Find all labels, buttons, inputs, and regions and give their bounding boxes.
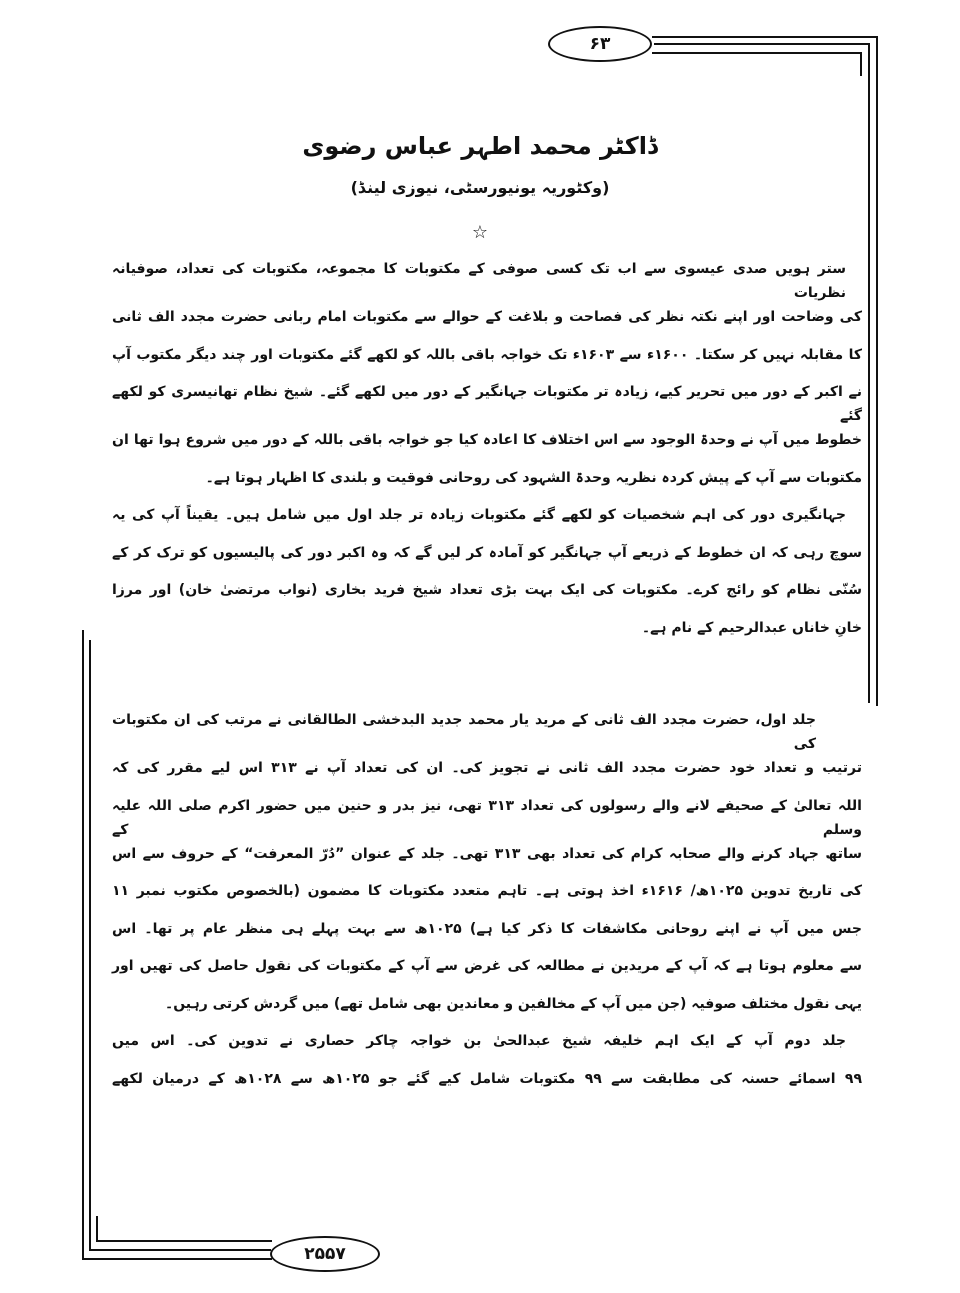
frame-line	[876, 36, 878, 706]
text-line: ساتھ جہاد کرنے والے صحابہ کرام کی تعداد بھی ۳۱۳ تھی۔ جلد کے عنوان ”دُرّ المعرفت“ کے حروف سے اس	[112, 845, 862, 862]
text-line: سوچ رہی کہ ان خطوط کے ذریعے آپ جہانگیر کو آمادہ کر لیں گے کہ وہ اکبر دور کی پالیسیوں کو ترک کر کے	[112, 544, 862, 561]
frame-line	[652, 52, 862, 54]
text-line: سُنّی نظام کو رائج کرے۔ مکتوبات کی ایک بہت بڑی تعداد شیخ فرید بخاری (نواب مرتضیٰ خان) اور مرزا	[112, 582, 862, 598]
frame-line	[654, 43, 870, 45]
frame-line	[82, 1258, 272, 1260]
frame-line	[89, 1249, 271, 1251]
text-line: اللہ تعالیٰ کے صحیفے لانے والے رسولوں کی تعداد ۳۱۳ تھی، نیز بدر و حنین میں حضور اکرم صلی اللہ علیہ وسلم کے	[112, 797, 862, 838]
text-line: جہانگیری دور کی اہم شخصیات کو لکھے گئے مکتوبات زیادہ تر جلد اول میں شامل ہیں۔ یقیناً آپ کی یہ	[112, 507, 846, 523]
frame-line	[96, 1216, 98, 1240]
text-line: مکتوبات سے آپ کے پیش کردہ نظریہ وحدۃ الشہود کی روحانی فوقیت و بلندی کا اظہار ہوتا ہے۔	[205, 469, 862, 486]
frame-line	[96, 1240, 272, 1242]
text-line: جلد اول، حضرت مجدد الف ثانی کے مرید یار محمد جدید البدخشی الطالقانی نے مرتب کی ان مکتوبات کی	[112, 712, 816, 752]
text-line: خطوط میں آپ نے وحدۃ الوجود سے اس اختلاف کا اعادہ کیا جو خواجہ باقی باللہ کے دور میں شروع ہوا تھا ان	[112, 432, 862, 448]
bottom-page-number: ۲۵۵۷	[270, 1236, 380, 1272]
top-page-number: ۶۳	[548, 26, 652, 62]
text-line: سے معلوم ہوتا ہے کہ آپ کے مریدین نے مطالعہ کی غرض سے آپ کے مکتوبات کی نقول حاصل کی تھیں اور	[112, 958, 862, 974]
text-line: خانِ خاناں عبدالرحیم کے نام ہے۔	[641, 619, 862, 636]
text-line: کی وضاحت اور اپنے نکتہ نظر کی فصاحت و بلاغت کے حوالے سے مکتوبات امام ربانی حضرت مجدد الف ثانی	[112, 309, 862, 325]
star-ornament-icon: ☆	[471, 222, 489, 243]
text-line: ترتیب و تعداد خود حضرت مجدد الف ثانی نے تجویز کی۔ ان کی تعداد آپ نے ۳۱۳ اس لیے مقرر کی کہ	[112, 760, 862, 776]
text-line: کی تاریخ تدوین ۱۰۲۵ھ/ ۱۶۱۶ء اخذ ہوتی ہے۔ تاہم متعدد مکتوبات کا مضمون (بالخصوص مکتوب نمبر ۱۱	[112, 883, 862, 899]
text-line: جس میں آپ نے اپنے روحانی مکاشفات کا ذکر کیا ہے) ۱۰۲۵ھ سے بہت پہلے ہی منظر عام پر تھا۔ اس	[112, 920, 862, 937]
author-name: ڈاکٹر محمد اطہر عباس رضوی	[302, 132, 658, 160]
article-body	[112, 257, 862, 1104]
text-line: یہی نقول مختلف صوفیہ (جن میں آپ کے مخالفین و معاندین بھی شامل تھے) میں گردش کرتی رہیں۔	[165, 995, 862, 1012]
frame-line	[652, 36, 878, 38]
author-affiliation: (وکٹوریہ یونیورسٹی، نیوزی لینڈ)	[350, 178, 610, 197]
frame-line	[868, 43, 870, 703]
frame-line	[82, 630, 84, 1258]
text-line: ۹۹ اسمائے حسنہ کی مطابقت سے ۹۹ مکتوبات شامل کیے گئے جو ۱۰۲۵ھ سے ۱۰۲۸ھ کے درمیان لکھے	[112, 1070, 862, 1087]
text-line: ستر ہویں صدی عیسوی سے اب تک کسی صوفی کے مکتوبات کا مجموعہ، مکتوبات کی تعداد، صوفیانہ نظریات	[112, 261, 846, 301]
text-line: نے اکبر کے دور میں تحریر کیے، زیادہ تر مکتوبات جہانگیر کے دور میں لکھے گئے۔ شیخ نظام تھانیسری کو لکھے گئے	[112, 384, 862, 424]
text-line: جلد دوم آپ کے ایک اہم خلیفہ شیخ عبدالحیٰ بن خواجہ چاکر حصاری نے تدوین کی۔ اس میں	[112, 1033, 846, 1049]
frame-line	[860, 52, 862, 76]
text-line: کا مقابلہ نہیں کر سکتا۔ ۱۶۰۰ء سے ۱۶۰۳ء تک خواجہ باقی باللہ کو لکھے گئے مکتوبات اور چند دیگر مکتوب آپ	[112, 346, 862, 363]
frame-line	[89, 640, 91, 1249]
